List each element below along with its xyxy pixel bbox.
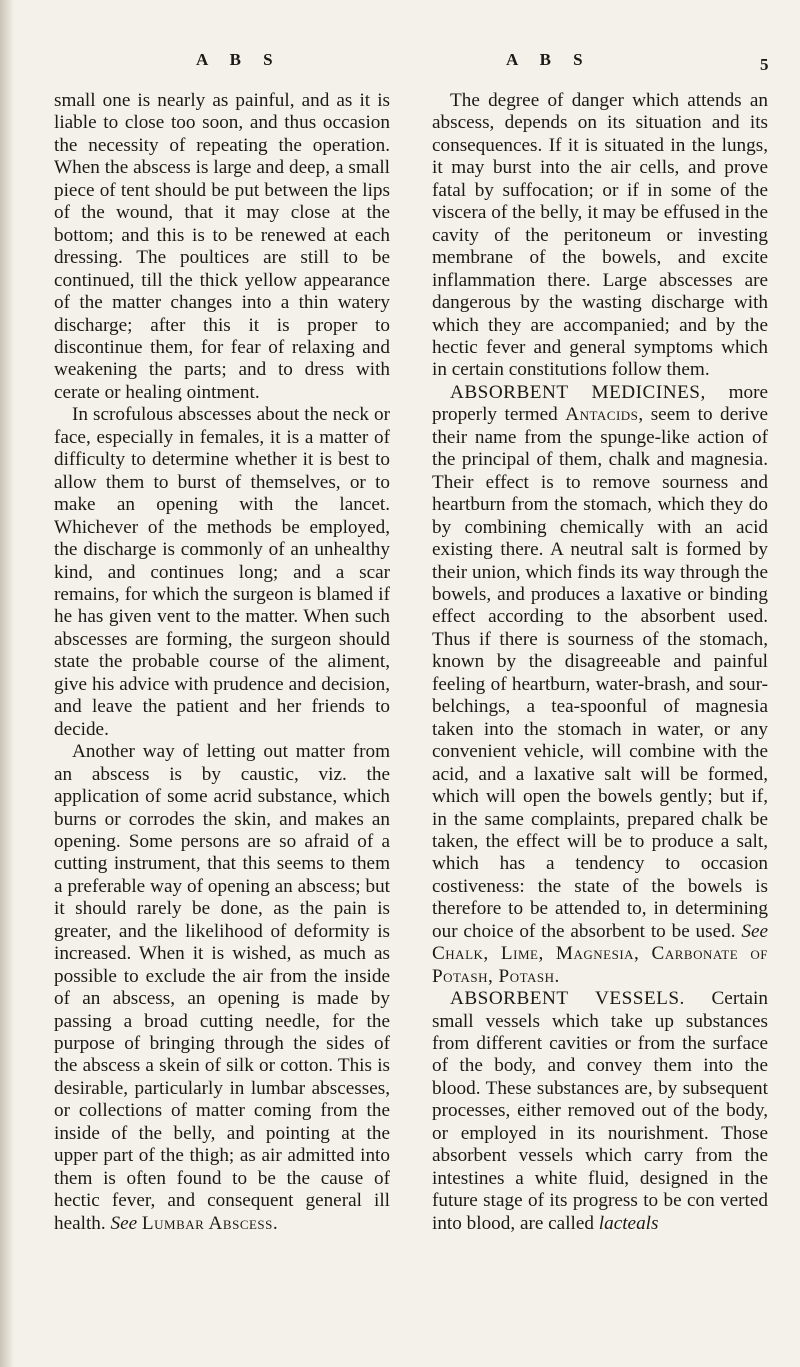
running-head-right: A B S <box>506 50 592 69</box>
caustic-text: Another way of letting out matter from an abscess is by caustic, viz. the application of some acrid substance, which burns or corrodes the skin, and makes an opening. Some persons are so afraid of a cutting instrument, that this seems to them a preferable way of opening an abscess; but it should rarely be done, as the pain is greater, and the likelihood of deformity is increased. When it is wished, as much as possible to exclude the air from the inside of an abscess, an opening is made by passing a broad cutting needle, for the purpose of bringing through the sides of the abscess a skein of silk or cotton. This is desirable, particularly in lumbar abscesses, or collections of matter coming from the inside of the belly, and pointing at the upper part of the thigh; as air admitted into them is often found to be the cause of hectic fever, and consequent general ill health. <box>54 741 390 1234</box>
entry-heading-absorbent-vessels: ABSORBENT VESSELS. <box>450 988 685 1010</box>
entry-text-a: more properly termed <box>432 381 768 426</box>
entry-absorbent-medicines <box>432 382 768 988</box>
entry-text-vessels: Certain small vessels which take up substances from different cavities or from the surface of the body, and convey them into the blood. These substances are, by subsequent processes, either removed out of the body, or employed in its nourishment. Those absorbent vessels which carry from the intestines a white fluid, designed in the future stage of its progress to be con verted into blood, are called <box>432 988 768 1234</box>
paragraph-abscess-dressing: small one is nearly as painful, and as it is liable to close too soon, and thus occasion the necessity of repeating the operation. When the abscess is large and deep, a small piece of tent should be put between the lips of the wound, that it may close at the bottom; and this is to be renewed at each dressing. The poultices are still to be continued, till the thick yellow appearance of the matter changes into a thin watery discharge; after this it is proper to discontinue them, for fear of relaxing and weakening the parts; and to dress with cerate or healing ointment. <box>54 90 390 403</box>
paragraph-scrofulous-abscesses: In scrofulous abscesses about the neck or face, especially in females, it is a matter of difficulty to determine whether it is best to allow them to burst of themselves, or to make an opening with the lancet. Whichever of the methods be employed, the discharge is commonly of an unhealthy kind, and continues long; and a scar remains, for which the surgeon is blamed if he has given vent to the matter. When such abscesses are forming, the surgeon should state the probable course of the aliment, give his advice with prudence and decision, and leave the patient and her friends to decide. <box>54 404 390 740</box>
see-reference-label: See <box>741 920 769 942</box>
cross-references-chalk-lime: Chalk, Lime, Magnesia, Carbonate of Potash, Potash. <box>432 943 768 987</box>
entry-absorbent-vessels <box>432 988 768 1235</box>
running-head-left: A B S <box>196 50 282 69</box>
cross-reference-lumbar-abscess: Lumbar Abscess. <box>141 1212 279 1234</box>
right-column <box>432 90 768 1235</box>
paragraph-abscess-danger: The degree of danger which attends an abscess, depends on its situation and its consequences. If it is situated in the lungs, it may burst into the air cells, and prove fatal by suffocation; or if in some of the viscera of the belly, it may be effused in the cavity of the peritoneum or investing membrane of the bowels, and excite inflammation there. Large abscesses are dangerous by the wasting discharge with which they are accompanied; and by the hectic fever and general symptoms which in certain constitutions follow them. <box>432 90 768 381</box>
term-lacteals: lacteals <box>598 1212 659 1234</box>
see-reference-label: See <box>110 1212 138 1234</box>
page-gutter-shadow <box>0 0 14 1367</box>
paragraph-caustic-opening <box>54 741 390 1235</box>
left-column <box>54 90 390 1235</box>
page-number: 5 <box>760 55 769 74</box>
term-antacids: Antacids <box>565 404 639 426</box>
entry-text-b: , seem to derive their name from the spunge-like action of the principal of them, chalk and magnesia. Their effect is to remove sourness and heartburn from the stomach, which they do by combining chemically with an acid existing there. A neutral salt is formed by their union, which finds its way through the bowels, and produces a laxative or binding effect according to the absorbent used. Thus if there is sourness of the stomach, known by the disagreeable and painful feeling of heartburn, water-brash, and sour-belchings, a tea-spoonful of magnesia taken into the stomach in water, or any convenient vehicle, will combine with the acid, and a laxative salt will be formed, which will open the bowels gently; but if, in the same complaints, prepared chalk be taken, the effect will be to produce a salt, which has a tendency to occasion costiveness: the state of the bowels is therefore to be attended to, in determining our choice of the absorbent to be used. <box>432 404 768 942</box>
entry-heading-absorbent-medicines: ABSORBENT MEDICINES, <box>450 381 706 403</box>
